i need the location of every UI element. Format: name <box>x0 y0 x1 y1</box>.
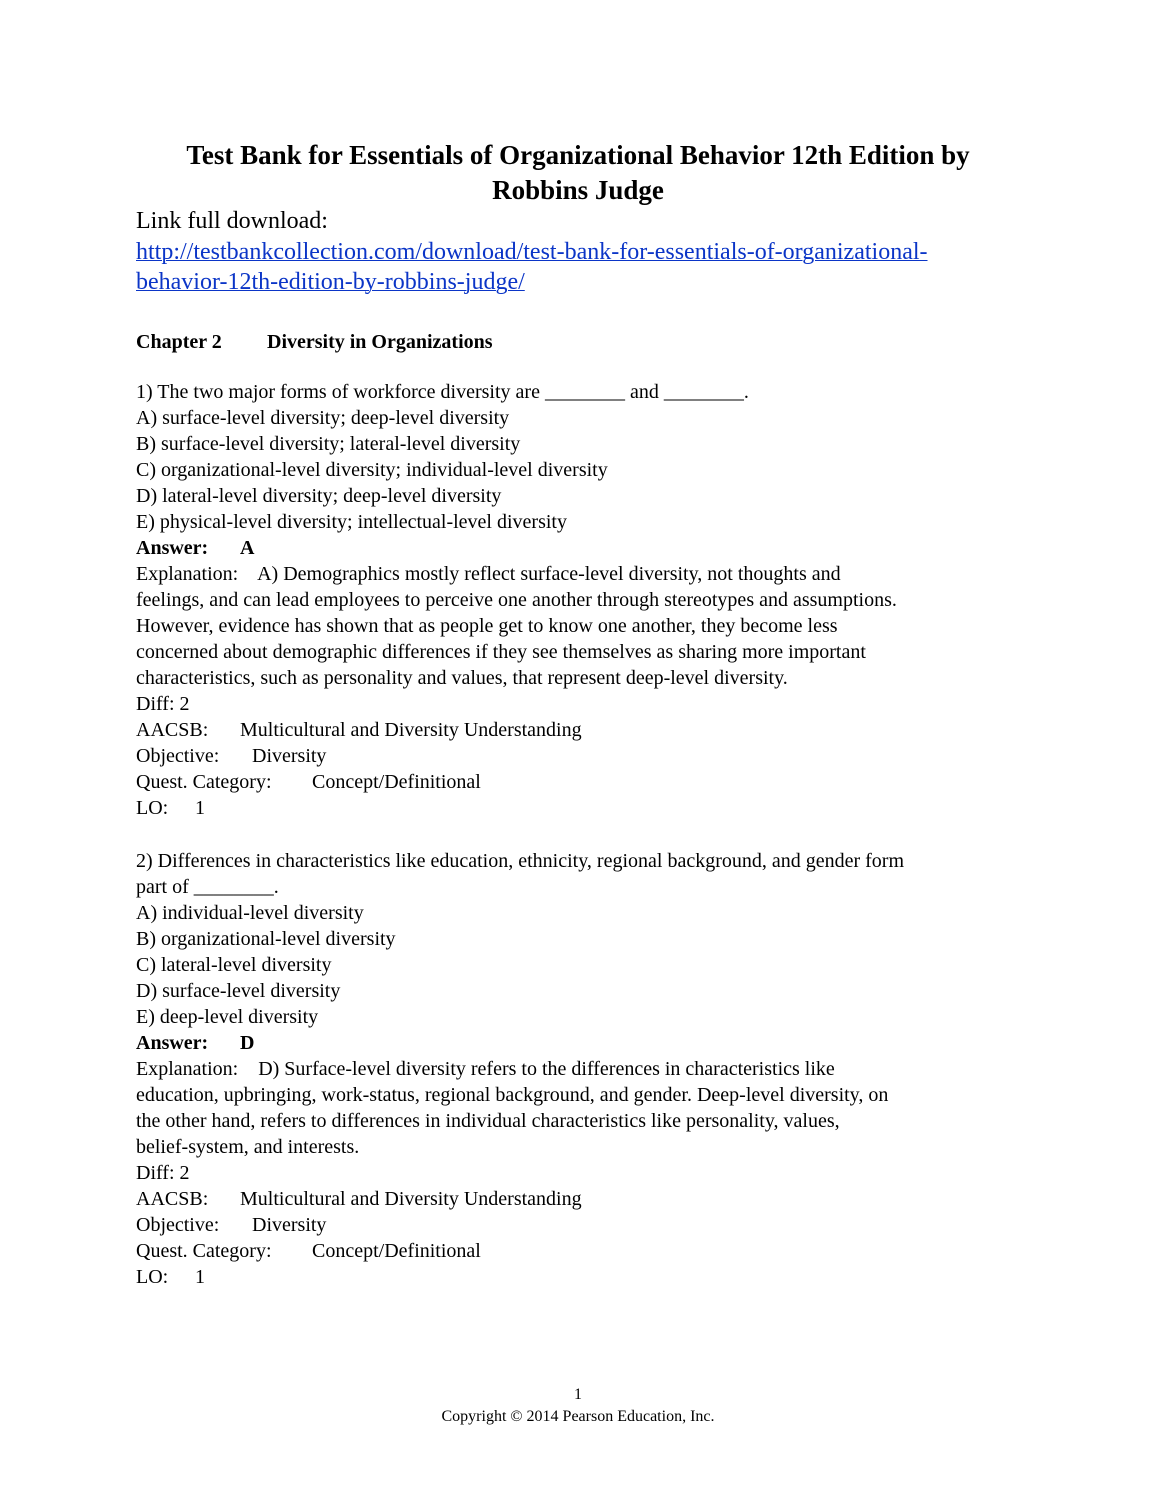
answer-line <box>136 1030 1036 1056</box>
download-link-line-1[interactable]: http://testbankcollection.com/download/test-bank-for-essentials-of-organizational- <box>136 239 928 265</box>
question-2 <box>136 848 1036 1290</box>
explanation-line: Explanation: A) Demographics mostly reflect surface-level diversity, not thoughts and <box>136 563 841 585</box>
download-link-line-2[interactable]: behavior-12th-edition-by-robbins-judge/ <box>136 269 525 295</box>
answer-label: Answer: <box>136 537 209 559</box>
category-line <box>136 1238 1036 1264</box>
category-value: Concept/Definitional <box>312 1240 481 1262</box>
link-label: Link full download: <box>136 208 328 234</box>
objective-value: Diversity <box>252 1214 327 1236</box>
explanation-line: feelings, and can lead employees to perceive one another through stereotypes and assumptions. <box>136 589 897 611</box>
page-footer <box>0 1384 1156 1428</box>
question-1 <box>136 379 1036 821</box>
answer-value: D <box>240 1032 255 1054</box>
copyright-notice: Copyright © 2014 Pearson Education, Inc. <box>441 1408 715 1425</box>
explanation-line: belief-system, and interests. <box>136 1136 360 1158</box>
explanation-line: concerned about demographic differences if they see themselves as sharing more important <box>136 641 866 663</box>
lo-label: LO: <box>136 797 169 819</box>
answer-line <box>136 535 1036 561</box>
answer-value: A <box>240 537 255 559</box>
chapter-number: Chapter 2 <box>136 331 222 353</box>
lo-line <box>136 1264 1036 1290</box>
question-stem: part of ________. <box>136 876 279 898</box>
aacsb-value: Multicultural and Diversity Understanding <box>240 1188 582 1210</box>
category-label: Quest. Category: <box>136 1240 272 1262</box>
title-line-1: Test Bank for Essentials of Organizational Behavior 12th Edition by <box>186 140 970 170</box>
explanation-line: the other hand, refers to differences in individual characteristics like personality, values, <box>136 1110 840 1132</box>
lo-value: 1 <box>195 1266 205 1288</box>
option-b: B) surface-level diversity; lateral-level diversity <box>136 433 521 455</box>
option-e: E) physical-level diversity; intellectual-level diversity <box>136 511 567 533</box>
explanation-line: However, evidence has shown that as people get to know one another, they become less <box>136 615 838 637</box>
objective-value: Diversity <box>252 745 327 767</box>
answer-label: Answer: <box>136 1032 209 1054</box>
difficulty: Diff: 2 <box>136 693 190 715</box>
lo-value: 1 <box>195 797 205 819</box>
aacsb-line <box>136 1186 1036 1212</box>
aacsb-line <box>136 717 1036 743</box>
objective-line <box>136 743 1036 769</box>
chapter-heading <box>136 329 493 355</box>
question-stem: 2) Differences in characteristics like education, ethnicity, regional background, and gender form <box>136 850 905 872</box>
option-c: C) lateral-level diversity <box>136 954 332 976</box>
option-b: B) organizational-level diversity <box>136 928 396 950</box>
category-line <box>136 769 1036 795</box>
difficulty: Diff: 2 <box>136 1162 190 1184</box>
objective-label: Objective: <box>136 745 220 767</box>
explanation-line: education, upbringing, work-status, regional background, and gender. Deep-level diversity, on <box>136 1084 889 1106</box>
aacsb-label: AACSB: <box>136 1188 209 1210</box>
option-a: A) individual-level diversity <box>136 902 364 924</box>
aacsb-label: AACSB: <box>136 719 209 741</box>
option-a: A) surface-level diversity; deep-level diversity <box>136 407 510 429</box>
download-link[interactable] <box>136 237 1036 297</box>
document-title <box>100 138 1056 208</box>
option-c: C) organizational-level diversity; individual-level diversity <box>136 459 608 481</box>
title-line-2: Robbins Judge <box>492 175 664 205</box>
category-label: Quest. Category: <box>136 771 272 793</box>
explanation-line: Explanation: D) Surface-level diversity refers to the differences in characteristics like <box>136 1058 835 1080</box>
objective-label: Objective: <box>136 1214 220 1236</box>
option-e: E) deep-level diversity <box>136 1006 319 1028</box>
chapter-title: Diversity in Organizations <box>267 331 493 353</box>
question-stem: 1) The two major forms of workforce diversity are ________ and ________. <box>136 381 749 403</box>
category-value: Concept/Definitional <box>312 771 481 793</box>
explanation-line: characteristics, such as personality and values, that represent deep-level diversity. <box>136 667 788 689</box>
option-d: D) lateral-level diversity; deep-level diversity <box>136 485 502 507</box>
aacsb-value: Multicultural and Diversity Understanding <box>240 719 582 741</box>
lo-line <box>136 795 1036 821</box>
objective-line <box>136 1212 1036 1238</box>
option-d: D) surface-level diversity <box>136 980 341 1002</box>
lo-label: LO: <box>136 1266 169 1288</box>
page-number: 1 <box>574 1386 582 1403</box>
